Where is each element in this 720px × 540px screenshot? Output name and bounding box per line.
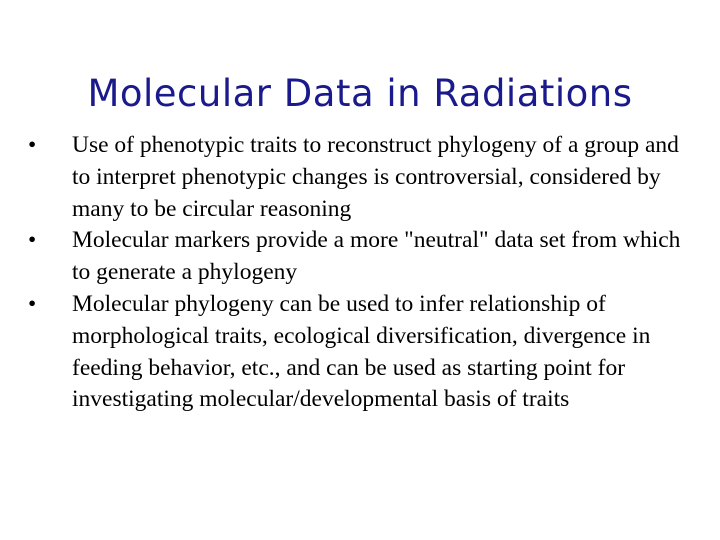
slide-title: Molecular Data in Radiations <box>87 72 633 115</box>
bullet-marker: • <box>28 290 37 317</box>
bullet-text-2: Molecular markers provide a more "neutral" data set from which to generate a phylogeny <box>72 227 681 286</box>
bullet-text-1: Use of phenotypic traits to reconstruct phylogeny of a group and to interpret phenotypic changes is controversial, considered by many to be circular reasoning <box>72 132 679 222</box>
bullet-item-1 <box>28 130 690 225</box>
bullet-item-2 <box>28 225 690 289</box>
bullet-marker: • <box>28 132 37 158</box>
bullet-marker: • <box>28 227 37 254</box>
bullet-item-3 <box>28 289 690 416</box>
bullet-text-3: Molecular phylogeny can be used to infer relationship of morphological traits, ecological diversification, divergence in feeding behavior, etc., and can be used as starting point for investigating molecular/developmental basis of traits <box>72 290 651 413</box>
bullet-list <box>28 130 690 416</box>
